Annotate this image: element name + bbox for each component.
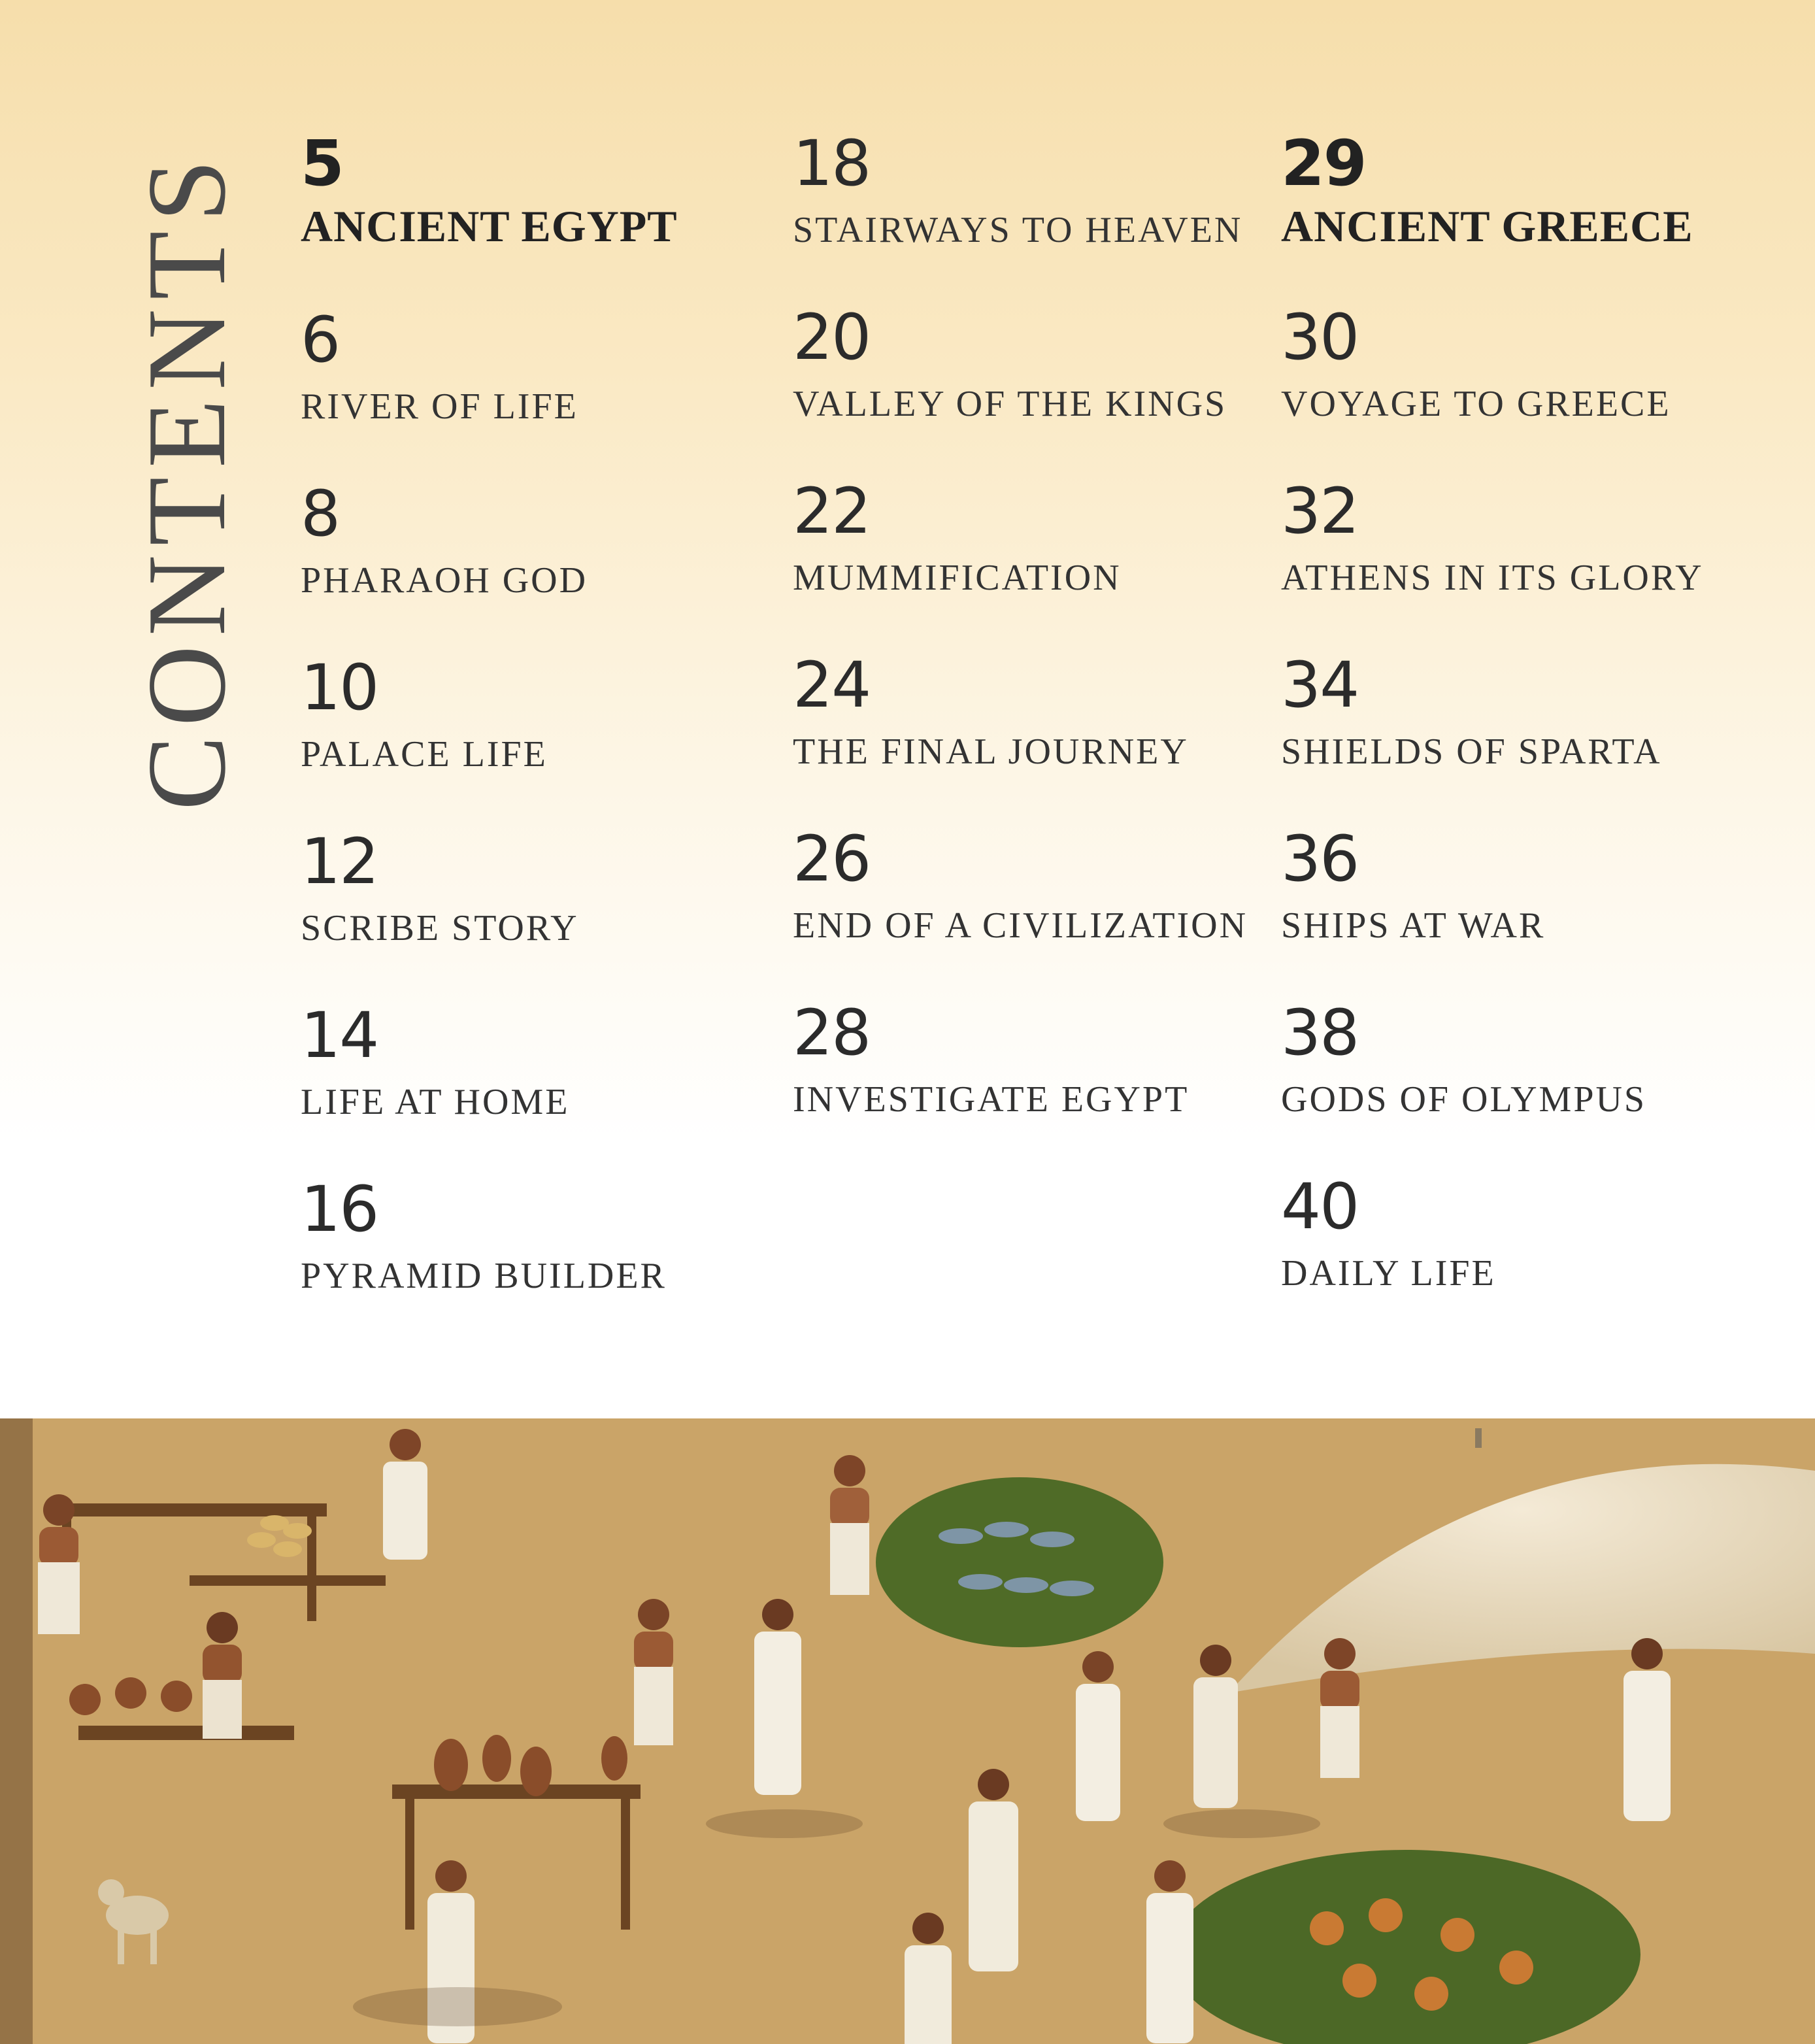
toc-page-number: 38 <box>1281 996 1359 1069</box>
toc-page-number: 24 <box>793 648 871 722</box>
toc-page-number: 26 <box>793 822 871 896</box>
toc-page-number: 40 <box>1281 1170 1359 1243</box>
toc-title: END OF A CIVILIZATION <box>793 905 1248 946</box>
toc-page-number: 16 <box>301 1173 378 1246</box>
toc-page-number: 8 <box>301 477 340 550</box>
toc-entry[interactable] <box>301 303 578 427</box>
toc-title: SHIPS AT WAR <box>1281 905 1546 946</box>
toc-title: RIVER OF LIFE <box>301 386 578 427</box>
toc-title: PHARAOH GOD <box>301 560 588 601</box>
fish-display <box>876 1477 1163 1647</box>
toc-entry[interactable] <box>793 996 1190 1120</box>
toc-title: ANCIENT GREECE <box>1281 201 1693 251</box>
toc-page-number: 29 <box>1281 127 1366 200</box>
toc-page-number: 5 <box>301 127 343 200</box>
toc-title: DAILY LIFE <box>1281 1253 1496 1294</box>
toc-entry[interactable] <box>793 822 1248 946</box>
toc-entry[interactable] <box>301 477 588 601</box>
toc-page-number: 10 <box>301 651 378 724</box>
toc-page-number: 6 <box>301 303 340 377</box>
toc-title: PYRAMID BUILDER <box>301 1256 667 1296</box>
toc-title: PALACE LIFE <box>301 734 548 775</box>
toc-title: SHIELDS OF SPARTA <box>1281 731 1662 772</box>
toc-page-number: 34 <box>1281 648 1359 722</box>
contents-heading: CONTENTS <box>125 150 249 811</box>
toc-page-number: 20 <box>793 301 871 374</box>
toc-title: INVESTIGATE EGYPT <box>793 1079 1190 1120</box>
toc-page-number: 32 <box>1281 475 1359 548</box>
toc-entry[interactable] <box>301 825 579 948</box>
toc-entry[interactable] <box>793 648 1189 772</box>
toc-entry[interactable] <box>1281 1170 1496 1294</box>
toc-page-number: 22 <box>793 475 871 548</box>
toc-entry[interactable] <box>793 475 1122 598</box>
toc-page-number: 12 <box>301 825 378 898</box>
toc-entry[interactable] <box>1281 822 1546 946</box>
toc-entry[interactable] <box>793 127 1243 250</box>
toc-entry[interactable] <box>301 651 548 775</box>
toc-title: GODS OF OLYMPUS <box>1281 1079 1647 1120</box>
toc-entry[interactable] <box>1281 301 1671 424</box>
toc-title: THE FINAL JOURNEY <box>793 731 1189 772</box>
toc-title: LIFE AT HOME <box>301 1082 570 1122</box>
toc-entry[interactable] <box>301 1173 667 1296</box>
toc-entry[interactable] <box>301 999 570 1122</box>
toc-title: ANCIENT EGYPT <box>301 201 678 251</box>
toc-title: MUMMIFICATION <box>793 558 1122 598</box>
toc-entry[interactable] <box>1281 475 1704 598</box>
toc-title: STAIRWAYS TO HEAVEN <box>793 210 1243 250</box>
toc-title: VOYAGE TO GREECE <box>1281 384 1671 424</box>
toc-page-number: 30 <box>1281 301 1359 374</box>
toc-page-number: 28 <box>793 996 871 1069</box>
egyptian-market-illustration <box>0 1418 1815 2044</box>
toc-title: SCRIBE STORY <box>301 908 579 948</box>
toc-page-number: 14 <box>301 999 378 1072</box>
toc-entry[interactable] <box>1281 127 1693 251</box>
toc-entry[interactable] <box>301 127 678 251</box>
toc-title: VALLEY OF THE KINGS <box>793 384 1227 424</box>
toc-entry[interactable] <box>793 301 1227 424</box>
toc-title: ATHENS IN ITS GLORY <box>1281 558 1704 598</box>
toc-page-number: 36 <box>1281 822 1359 896</box>
toc-entry[interactable] <box>1281 996 1647 1120</box>
toc-entry[interactable] <box>1281 648 1662 772</box>
toc-page-number: 18 <box>793 127 871 200</box>
